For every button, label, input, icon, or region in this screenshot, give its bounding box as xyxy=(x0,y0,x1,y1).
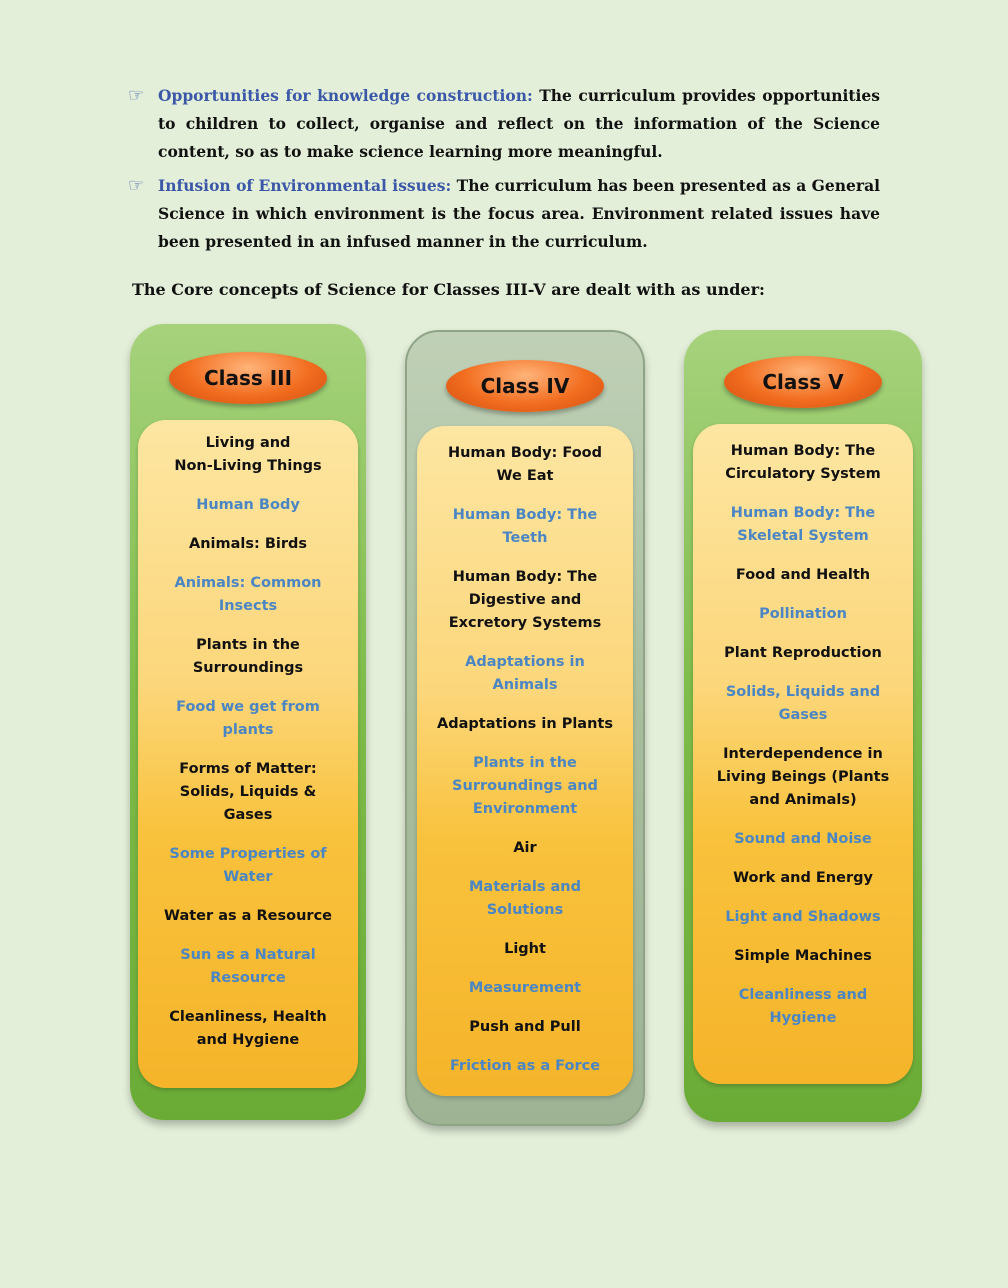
class-iv-column xyxy=(405,330,645,1126)
concept-item: Work and Energy xyxy=(733,870,873,886)
class-iii-items xyxy=(138,432,358,1068)
class-v-title: Class V xyxy=(724,356,882,408)
concept-item: Air xyxy=(513,840,537,856)
concept-item: Some Properties of Water xyxy=(169,846,327,885)
concept-item: Light and Shadows xyxy=(725,909,881,925)
class-v-panel xyxy=(693,424,913,1084)
bullet-heading: Infusion of Environmental issues: xyxy=(158,176,452,195)
bullet-body: The curriculum has been presented as a General Science in which environment is the focus area. Environment related issues have been presented in an infused manner in the curriculum. xyxy=(158,176,880,251)
concept-item: Measurement xyxy=(468,980,582,996)
concept-item: Solids, Liquids and Gases xyxy=(725,684,881,723)
pointing-hand-icon: ☞ xyxy=(128,85,145,106)
bullet-list xyxy=(128,82,880,262)
section-heading: The Core concepts of Science for Classes III-V are dealt with as under: xyxy=(132,280,765,299)
concept-item: Simple Machines xyxy=(734,948,872,964)
concept-item: Human Body: The Circulatory System xyxy=(725,443,881,482)
class-iii-column xyxy=(130,324,366,1120)
class-iii-title: Class III xyxy=(169,352,327,404)
concept-item: Human Body: The Digestive and Excretory Systems xyxy=(448,569,602,631)
concept-item: Light xyxy=(504,941,546,957)
bullet-text xyxy=(158,172,880,256)
concept-item: Plants in the Surroundings and Environment xyxy=(452,755,598,817)
bullet-body: The curriculum provides opportunities to children to collect, organise and reflect on the information of the Science content, so as to make science learning more meaningful. xyxy=(158,86,881,161)
concept-item: Human Body: The Skeletal System xyxy=(730,505,876,544)
concept-item: Animals: Birds xyxy=(188,536,308,552)
concept-item: Animals: Common Insects xyxy=(174,575,322,614)
concept-item: Adaptations in Animals xyxy=(465,654,585,693)
concept-item: Food we get from plants xyxy=(176,699,320,738)
concept-item: Water as a Resource xyxy=(163,908,333,924)
concept-item: Human Body: The Teeth xyxy=(452,507,598,546)
concept-item: Cleanliness, Health and Hygiene xyxy=(169,1009,327,1048)
bullet-separator: : xyxy=(527,86,540,105)
concept-item: Sound and Noise xyxy=(734,831,872,847)
bullet-heading: Opportunities for knowledge construction xyxy=(158,86,528,105)
concept-item: Human Body xyxy=(196,497,300,513)
bullet-item-environment xyxy=(128,172,880,256)
concept-item: Materials and Solutions xyxy=(468,879,582,918)
concept-item: Cleanliness and Hygiene xyxy=(738,987,868,1026)
concept-item: Plant Reproduction xyxy=(724,645,882,661)
concept-item: Forms of Matter: Solids, Liquids & Gases xyxy=(179,761,317,823)
concept-item: Sun as a Natural Resource xyxy=(180,947,316,986)
bullet-text xyxy=(158,82,880,166)
concept-item: Pollination xyxy=(759,606,847,622)
concept-item: Human Body: Food We Eat xyxy=(447,445,603,484)
class-v-column xyxy=(684,330,922,1122)
bullet-item-knowledge xyxy=(128,82,880,166)
concept-item: Adaptations in Plants xyxy=(437,716,613,732)
concept-item: Plants in the Surroundings xyxy=(192,637,304,676)
concept-item: Interdependence in Living Beings (Plants and Animals) xyxy=(716,746,890,808)
class-v-items xyxy=(693,440,913,1046)
concept-item: Living and Non-Living Things xyxy=(174,435,322,474)
concept-item: Food and Health xyxy=(735,567,871,583)
class-iii-panel xyxy=(138,420,358,1088)
pointing-hand-icon: ☞ xyxy=(128,175,145,196)
concept-item: Push and Pull xyxy=(469,1019,581,1035)
class-iv-panel xyxy=(417,426,633,1096)
concept-item: Friction as a Force xyxy=(449,1058,601,1074)
class-iv-title: Class IV xyxy=(446,360,604,412)
class-iv-items xyxy=(417,442,633,1094)
